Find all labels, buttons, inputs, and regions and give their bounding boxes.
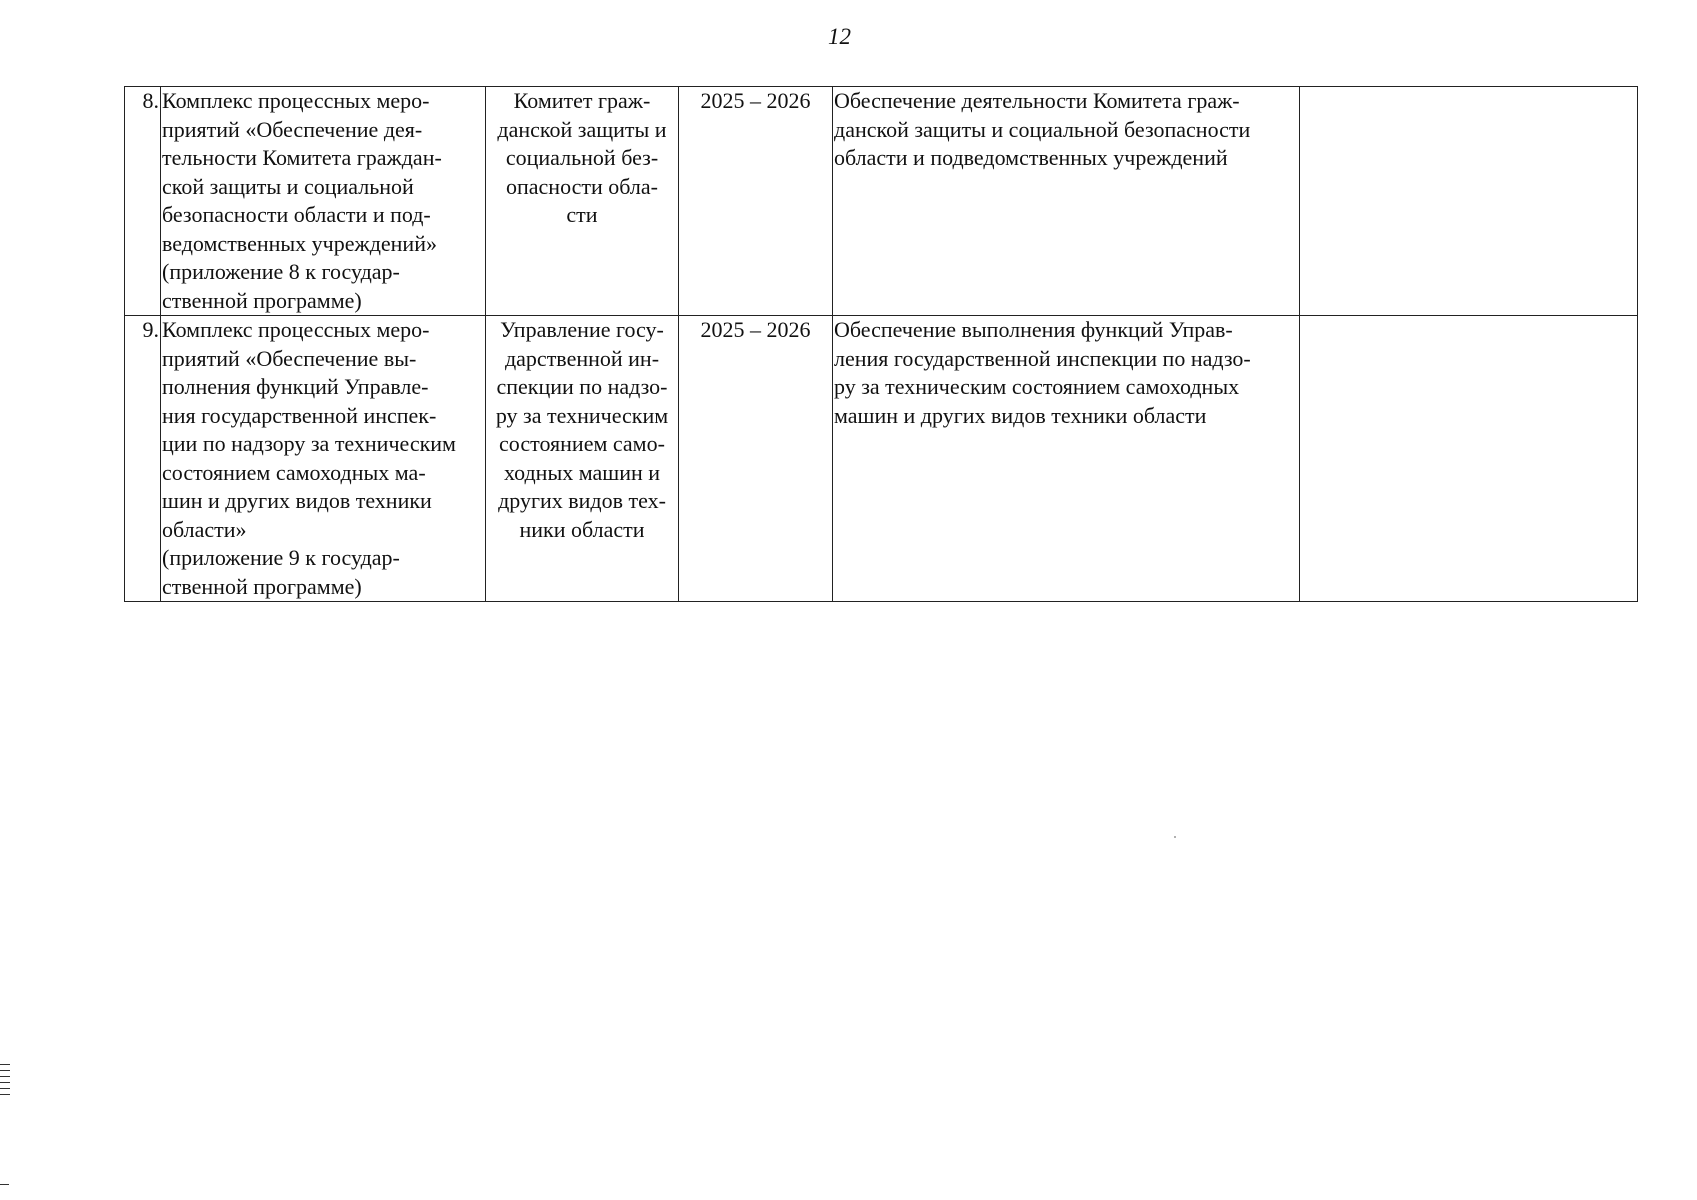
- text-line: данской защиты и: [497, 116, 667, 142]
- text-line: шин и других видов техники: [162, 488, 432, 513]
- text-line: ской защиты и социальной: [162, 173, 414, 199]
- text-line: сти: [566, 202, 598, 227]
- text-line: (приложение 8 к государ-: [162, 259, 400, 284]
- text-line: безопасности области и под-: [162, 202, 431, 227]
- margin-dash: [0, 1184, 9, 1185]
- text-line: данской защиты и социальной безопасности: [834, 116, 1251, 142]
- scan-speck: [1174, 836, 1176, 838]
- text-line: тельности Комитета граждан-: [162, 145, 442, 170]
- text-line: ции по надзору за техническим: [162, 431, 456, 456]
- text-line: опасности обла-: [506, 173, 658, 199]
- text-line: состоянием самоходных ма-: [162, 459, 426, 485]
- margin-tick: [0, 1064, 10, 1065]
- text-line: ственной программе): [162, 287, 362, 313]
- margin-tick: [0, 1082, 10, 1083]
- text-line: ния государственной инспек-: [162, 402, 437, 428]
- row-number-cell: 9.: [125, 316, 161, 602]
- text-line: Обеспечение выполнения функций Управ-: [834, 317, 1233, 342]
- program-activities-table: [124, 86, 1638, 602]
- text-line: полнения функций Управле-: [162, 374, 429, 399]
- text-line: (приложение 9 к государ-: [162, 545, 400, 570]
- text-line: ходных машин и: [503, 459, 661, 485]
- text-line: области и подведомственных учреждений: [834, 145, 1228, 170]
- margin-tick: [0, 1088, 10, 1089]
- responsible-cell: [486, 316, 679, 602]
- text-line: Управление госу-: [500, 317, 664, 342]
- result-cell: [833, 316, 1300, 602]
- text-line: приятий «Обеспечение дея-: [162, 116, 423, 142]
- period-cell: 2025 – 2026: [679, 87, 833, 316]
- page-number: 12: [828, 24, 851, 49]
- text-line: Комплекс процессных меро-: [162, 317, 430, 342]
- margin-tick: [0, 1094, 10, 1095]
- text-line: Комитет граж-: [513, 88, 651, 113]
- period-cell: 2025 – 2026: [679, 316, 833, 602]
- text-line: ру за техническим: [495, 402, 669, 428]
- activity-name-cell: [161, 316, 486, 602]
- table-row: [125, 87, 1638, 316]
- text-line: области»: [162, 516, 247, 542]
- text-line: Обеспечение деятельности Комитета граж-: [834, 88, 1240, 113]
- text-line: Комплекс процессных меро-: [162, 88, 430, 113]
- responsible-cell: [486, 87, 679, 316]
- empty-cell: [1300, 87, 1638, 316]
- margin-tick: [0, 1070, 10, 1071]
- binding-margin-marks: [0, 1064, 10, 1100]
- text-line: ственной программе): [162, 573, 362, 599]
- text-line: спекции по надзо-: [496, 374, 668, 399]
- text-line: ления государственной инспекции по надзо-: [834, 345, 1251, 371]
- text-line: других видов тех-: [498, 488, 666, 513]
- text-line: дарственной ин-: [504, 345, 660, 371]
- table-row: [125, 316, 1638, 602]
- row-number-cell: 8.: [125, 87, 161, 316]
- text-line: приятий «Обеспечение вы-: [162, 345, 417, 371]
- empty-cell: [1300, 316, 1638, 602]
- text-line: социальной без-: [505, 145, 659, 170]
- margin-tick: [0, 1076, 10, 1077]
- activity-name-cell: [161, 87, 486, 316]
- result-cell: [833, 87, 1300, 316]
- text-line: ники области: [519, 516, 645, 542]
- text-line: ведомственных учреждений»: [162, 230, 437, 256]
- text-line: машин и других видов техники области: [834, 402, 1207, 428]
- text-line: ру за техническим состоянием самоходных: [834, 374, 1240, 399]
- text-line: состоянием само-: [499, 431, 665, 456]
